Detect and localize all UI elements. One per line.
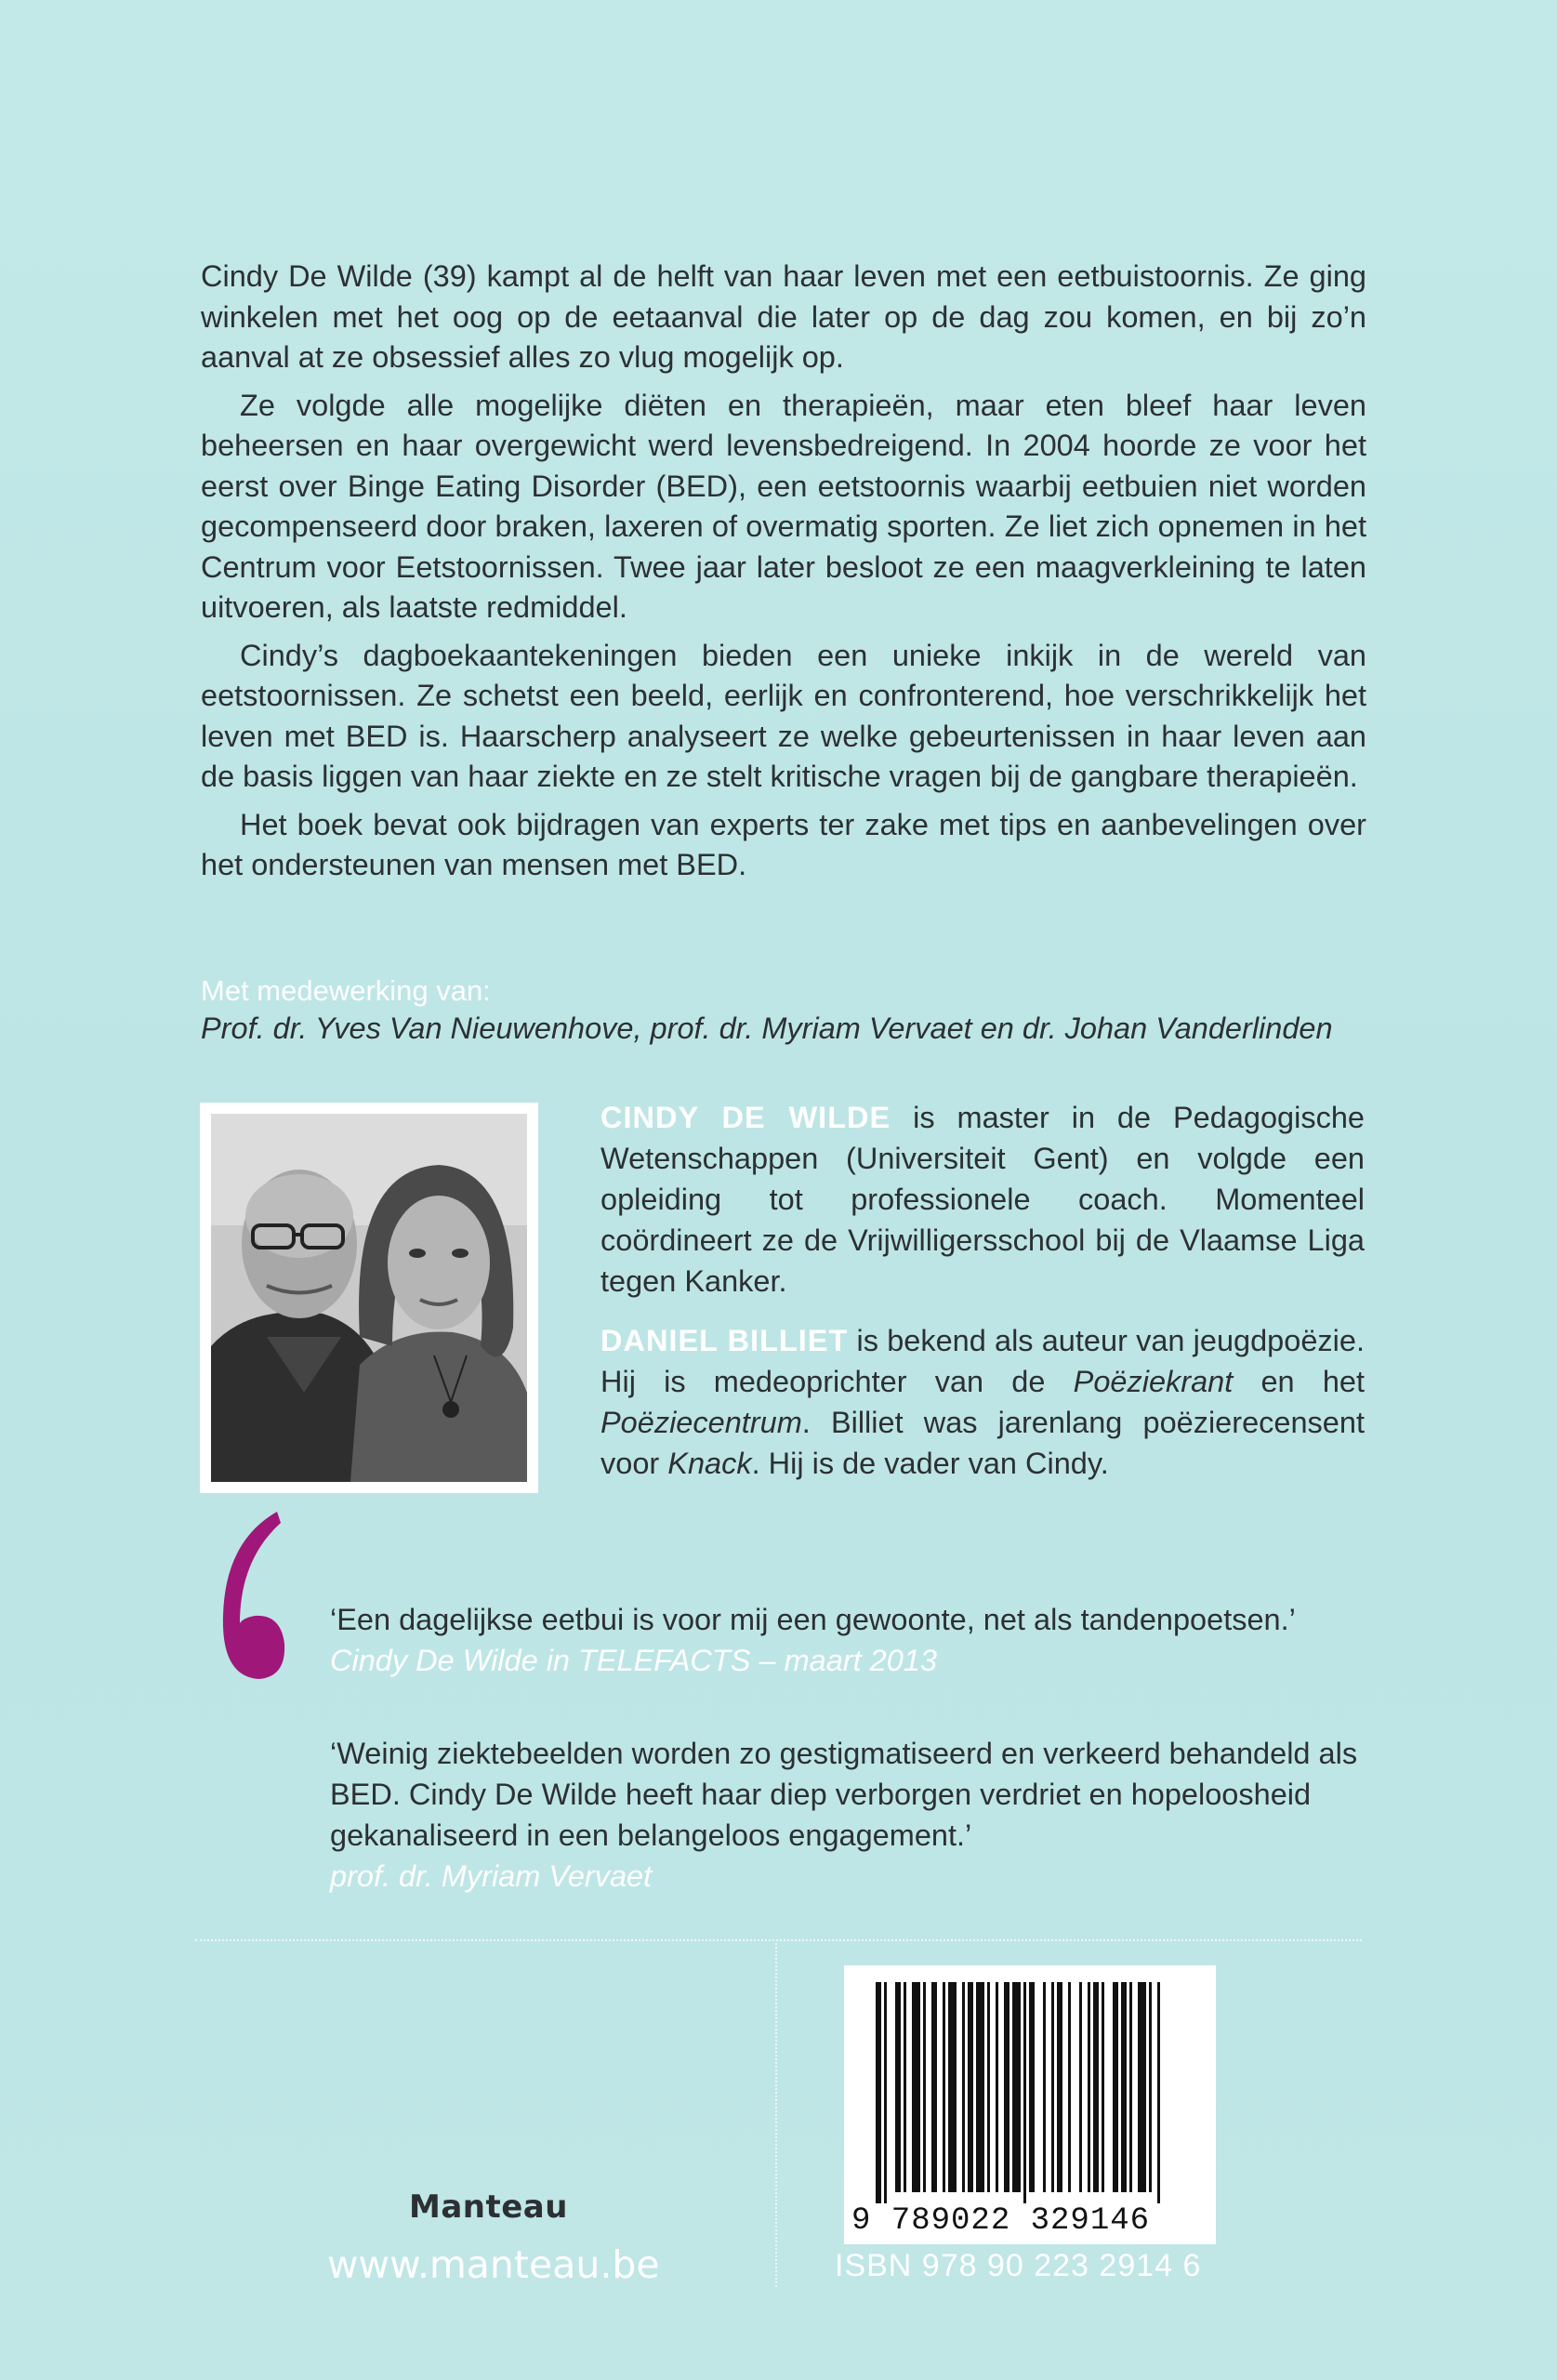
bio-daniel-text-4: . Hij is de vader van Cindy. [751,1447,1109,1480]
bio-daniel-text-1: is bekend als auteur van jeugdpoëzie. Hij is medeoprichter van de [600,1324,1365,1398]
bio-cindy [600,1097,1365,1302]
blurb-paragraph-3: Cindy’s dagboekaantekeningen bieden een unieke inkijk in de wereld van eetstoornissen. Ze schetst een beeld, eerlijk en confronterend, hoe verschrikkelijk het leven met BED is. Haarscherp analyseert ze welke gebeurtenissen in haar leven aan de basis liggen van haar ziekte en ze stelt kritische vragen bij de gangbare therapieën. [201,638,1366,793]
quote-1-text: ‘Een dagelijkse eetbui is voor mij een gewoonte, net als tandenpoetsen.’ [330,1603,1296,1636]
blurb-paragraph-4: Het boek bevat ook bijdragen van experts ter zake met tips en aanbevelingen over het ondersteunen van mensen met BED. [201,807,1366,881]
author-photo [211,1114,527,1482]
quote-2-attribution: prof. dr. Myriam Vervaet [330,1859,653,1893]
bio-daniel [600,1320,1365,1484]
footer-divider-vertical [775,1943,777,2287]
bio-cindy-text: is master in de Pedagogische Wetenschappen (Universiteit Gent) en volgde een opleiding tot professionele coach. Momenteel coördineert ze de Vrijwilligersschool bij de Vlaamse Liga tegen Kanker. [600,1101,1365,1298]
publisher-website: www.manteau.be [327,2242,660,2287]
barcode [844,1965,1216,2244]
bio-daniel-name: DANIEL BILLIET [600,1324,849,1357]
bio-daniel-italic-1: Poëziekrant [1073,1365,1234,1398]
blurb-paragraph-2: Ze volgde alle mogelijke diëten en therapieën, maar eten bleef haar leven beheersen en haar overgewicht werd levensbedreigend. In 2004 hoorde ze voor het eerst over Binge Eating Disorder (BED), een eetstoornis waarbij eetbuien niet worden gecompenseerd door braken, laxeren of overmatig sporten. Ze liet zich opnemen in het Centrum voor Eetstoornissen. Twee jaar later besloot ze een maagverkleining te laten uitvoeren, als laatste redmiddel. [201,388,1366,624]
bio-daniel-italic-3: Knack [667,1447,752,1480]
publisher-logo: Manteau [409,2188,568,2226]
bio-cindy-name: CINDY DE WILDE [600,1101,891,1134]
quote-1 [330,1599,1362,1681]
collaboration-label: Met medewerking van: [201,974,491,1007]
author-photo-illustration [211,1114,527,1482]
barcode-bars [844,1965,1216,2207]
blurb-paragraph-1: Cindy De Wilde (39) kampt al de helft van haar leven met een eetbuistoornis. Ze ging winkelen met het oog op de eetaanval die later op de dag zou komen, en bij zo’n aanval at ze obsessief alles zo vlug mogelijk op. [201,259,1366,374]
bio-daniel-text-2: en het [1233,1365,1366,1398]
quote-mark-icon [216,1504,290,1690]
quote-2-text: ‘Weinig ziektebeelden worden zo gestigmatiseerd en verkeerd behandeld als BED. Cindy De Wilde heeft haar diep verborgen verdriet en hopeloosheid gekanaliseerd in een belangeloos engagement.’ [330,1737,1358,1852]
author-photo-frame [200,1103,538,1493]
barcode-digits: 9 789022 329146 [851,2203,1151,2239]
blurb-text [201,257,1366,893]
bio-daniel-italic-2: Poëziecentrum [600,1406,802,1439]
footer-divider-horizontal [195,1939,1362,1941]
bio-daniel-text-3: . Billiet was jarenlang poëzierecensent voor [600,1406,1365,1480]
quote-1-attribution: Cindy De Wilde in TELEFACTS – maart 2013 [330,1644,937,1677]
collaboration-names: Prof. dr. Yves Van Nieuwenhove, prof. dr. Myriam Vervaet en dr. Johan Vanderlinden [201,1012,1333,1045]
quote-2 [330,1733,1362,1897]
isbn-number: ISBN 978 90 223 2914 6 [835,2248,1202,2283]
